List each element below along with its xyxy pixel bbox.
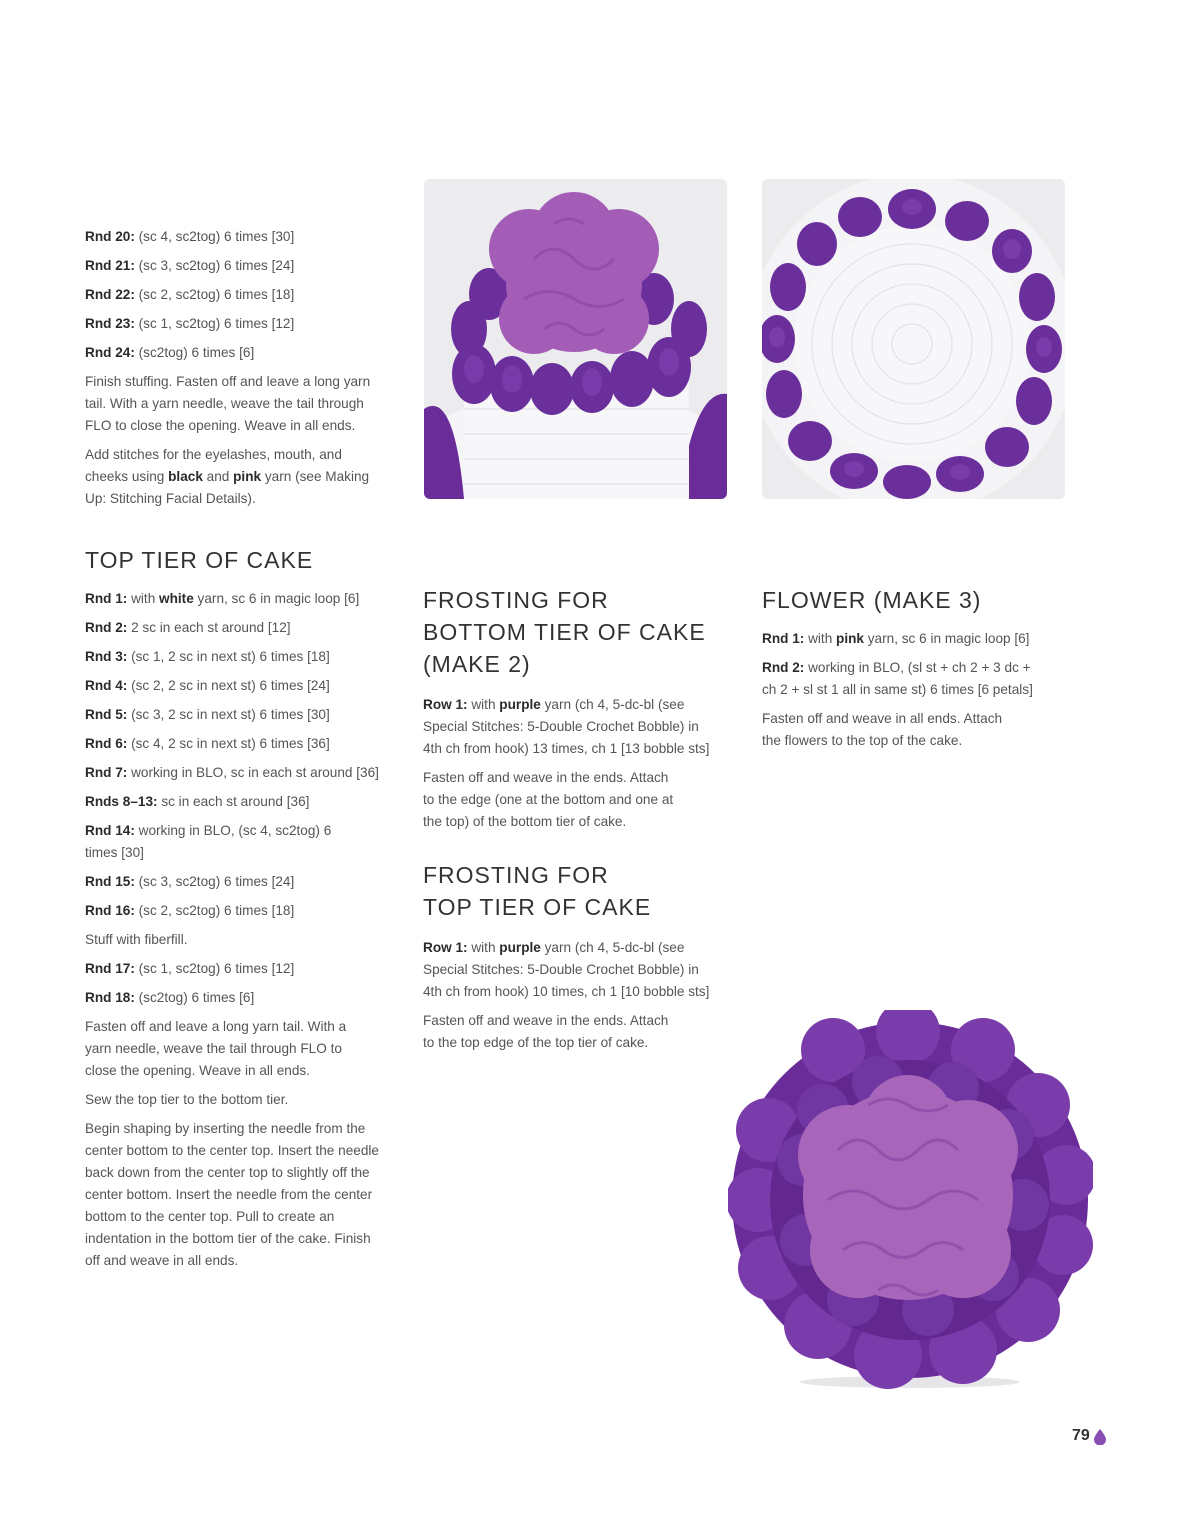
middle-column xyxy=(423,584,723,1061)
left-column xyxy=(85,226,385,1279)
pattern-row: Rnd 6: (sc 4, 2 sc in next st) 6 times [36] xyxy=(85,736,330,751)
top-frosting-heading: FROSTING FOR TOP TIER OF CAKE xyxy=(423,862,652,920)
pattern-row: Rnd 3: (sc 1, 2 sc in next st) 6 times [18] xyxy=(85,649,330,664)
shaping-paragraph: Begin shaping by inserting the needle from the center bottom to the center top. Insert the needle back down from the center top to slightly off the center bottom. Insert the needle from the center bottom to the center top. Pull to create an indentation in the bottom tier of the cake. Finish off and weave in all ends. xyxy=(85,1121,379,1268)
page-number: 79 xyxy=(1072,1427,1090,1444)
rounds-group-c xyxy=(85,958,385,1009)
pattern-row: Row 1: with purple yarn (ch 4, 5-dc-bl (see Special Stitches: 5-Double Crochet Bobble) in 4th ch from hook) 13 times, ch 1 [13 bobble sts] xyxy=(423,697,710,756)
pattern-row: Rnd 18: (sc2tog) 6 times [6] xyxy=(85,990,255,1005)
top-tier-heading: TOP TIER OF CAKE xyxy=(85,547,314,573)
droplet-icon xyxy=(1094,1429,1106,1450)
pattern-row: Rnd 1: with white yarn, sc 6 in magic loop [6] xyxy=(85,591,360,606)
pattern-row: Rnd 14: working in BLO, (sc 4, sc2tog) 6 times [30] xyxy=(85,823,332,860)
bottom-frosting-finish: Fasten off and weave in the ends. Attach to the edge (one at the bottom and one at the top) of the bottom tier of cake. xyxy=(423,770,674,829)
stuff-paragraph: Stuff with fiberfill. xyxy=(85,932,188,947)
frosting-ring-photo xyxy=(762,179,1065,499)
rounds-group-b xyxy=(85,617,385,922)
finish-stuffing-paragraph: Finish stuffing. Fasten off and leave a long yarn tail. With a yarn needle, weave the tail through FLO to close the opening. Weave in all ends. xyxy=(85,374,371,433)
pattern-row: Rnd 24: (sc2tog) 6 times [6] xyxy=(85,345,255,360)
pattern-row: Rnd 23: (sc 1, sc2tog) 6 times [12] xyxy=(85,316,295,331)
bottom-frosting-heading: FROSTING FOR BOTTOM TIER OF CAKE (MAKE 2) xyxy=(423,587,706,677)
pattern-row: Rnds 8–13: sc in each st around [36] xyxy=(85,794,310,809)
pattern-row: Rnd 17: (sc 1, sc2tog) 6 times [12] xyxy=(85,961,295,976)
fasten-off-paragraph: Fasten off and leave a long yarn tail. With a yarn needle, weave the tail through FLO to close the opening. Weave in all ends. xyxy=(85,1019,347,1078)
cake-top-view-photo xyxy=(728,1010,1093,1390)
pattern-row: Rnd 22: (sc 2, sc2tog) 6 times [18] xyxy=(85,287,295,302)
flower-heading: FLOWER (MAKE 3) xyxy=(762,587,982,613)
right-column xyxy=(762,584,1062,759)
sew-tiers-paragraph: Sew the top tier to the bottom tier. xyxy=(85,1092,289,1107)
pattern-row: Rnd 20: (sc 4, sc2tog) 6 times [30] xyxy=(85,229,295,244)
pattern-row: Rnd 16: (sc 2, sc2tog) 6 times [18] xyxy=(85,903,295,918)
pattern-row: Rnd 2: working in BLO, (sl st + ch 2 + 3 dc + ch 2 + sl st 1 all in same st) 6 times [6 petals] xyxy=(762,660,1033,697)
rounds-group-a xyxy=(85,226,385,364)
pattern-row: Rnd 2: 2 sc in each st around [12] xyxy=(85,620,291,635)
pattern-row: Row 1: with purple yarn (ch 4, 5-dc-bl (see Special Stitches: 5-Double Crochet Bobble) in 4th ch from hook) 10 times, ch 1 [10 bobble sts] xyxy=(423,940,710,999)
facial-stitches-paragraph: Add stitches for the eyelashes, mouth, and cheeks using black and pink yarn (see Making Up: Stitching Facial Details). xyxy=(85,447,370,506)
pattern-row: Rnd 4: (sc 2, 2 sc in next st) 6 times [24] xyxy=(85,678,330,693)
pattern-row: Rnd 15: (sc 3, sc2tog) 6 times [24] xyxy=(85,874,295,889)
flower-finish: Fasten off and weave in all ends. Attach the flowers to the top of the cake. xyxy=(762,711,1003,748)
pattern-row: Rnd 21: (sc 3, sc2tog) 6 times [24] xyxy=(85,258,295,273)
pattern-row: Rnd 5: (sc 3, 2 sc in next st) 6 times [30] xyxy=(85,707,330,722)
top-frosting-finish: Fasten off and weave in the ends. Attach to the top edge of the top tier of cake. xyxy=(423,1013,669,1050)
cake-side-photo xyxy=(424,179,727,499)
pattern-row: Rnd 7: working in BLO, sc in each st around [36] xyxy=(85,765,379,780)
pattern-row: Rnd 1: with pink yarn, sc 6 in magic loop [6] xyxy=(762,631,1030,646)
